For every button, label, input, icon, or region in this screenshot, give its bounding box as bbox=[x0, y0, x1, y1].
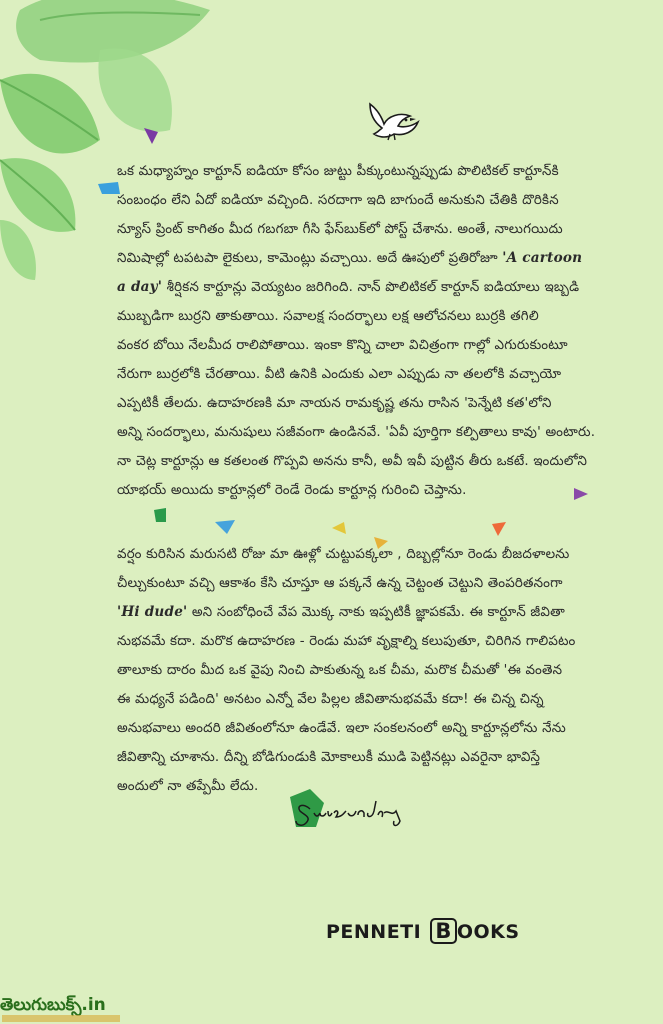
text-line: నా చెట్ల కార్టూన్లు ఆ కతలంత గొప్పవి అనను కానీ, అవీ ఇవీ పుట్టిన తీరు ఒకటే. ఇందులోని bbox=[117, 454, 588, 469]
publisher-name: PENNETI bbox=[326, 921, 429, 943]
text-segment: శీర్షికన కార్టూన్లు వెయ్యటం జరిగింది. నాన్ పొలిటికల్ కార్టూన్ ఐడియాలు ఇబ్బడి bbox=[166, 280, 580, 295]
paragraph-2 bbox=[117, 540, 651, 801]
text-line bbox=[117, 244, 651, 273]
publisher-logo bbox=[326, 918, 520, 944]
english-title-a-day: a day' bbox=[117, 279, 163, 295]
watermark-underline bbox=[2, 1015, 120, 1022]
english-title-a-cartoon: 'A cartoon bbox=[502, 250, 583, 266]
text-line: ముబ్బడిగా బుర్రని తాకుతాయి. సవాలక్ష సందర్భాలు లక్ష ఆలోచనలు బుర్రకి తగిలి bbox=[117, 309, 539, 324]
text-line: ఒక మధ్యాహ్నం కార్టూన్ ఐడియా కోసం జుట్టు పీక్కుంటున్నప్పుడు పొలిటికల్ కార్టూన్‌కి bbox=[117, 164, 559, 179]
text-line: అనుభవాలు అందరి జీవితంలోనూ ఉండేవే. ఇలా సంకలనంలో అన్ని కార్టూన్లలోను నేను bbox=[117, 721, 566, 736]
text-line: నుభవమే కదా. మరొక ఉదాహరణ - రెండు మహా వృక్షాల్ని కలుపుతూ, చిరిగిన గాలిపటం bbox=[117, 634, 576, 649]
text-line: ఎప్పటికీ తేలదు. ఉదాహరణకి మా నాయన రామకృష్ణ తను రాసిన 'పెన్నేటి కత'లోని bbox=[117, 396, 552, 411]
watermark-logo[interactable]: తెలుగుబుక్స్.in bbox=[0, 995, 106, 1015]
text-line: జీవితాన్ని చూశాను. దీన్ని బోడిగుండుకి మోకాలుకీ ముడి పెట్టినట్లు ఎవరైనా భావిస్తే bbox=[117, 750, 541, 765]
english-hi-dude: 'Hi dude' bbox=[117, 604, 188, 620]
publisher-boxed-letter: B bbox=[430, 918, 457, 944]
text-line: ఈ మధ్యనే పడింది' అనటం ఎన్నో వేల పిల్లల జీవితానుభవమే కదా! ఈ చిన్న చిన్న bbox=[117, 692, 544, 707]
publisher-name-rest: OOKS bbox=[456, 921, 520, 943]
green-confetti-icon bbox=[152, 506, 168, 524]
text-line: నేరుగా బుర్రలోకి చేరతాయి. వీటి ఉనికి ఎందుకు ఎలా ఎప్పుడు నా తలలోకి వచ్చాయో bbox=[117, 367, 562, 382]
text-line: సంబంధం లేని ఏదో ఐడియా వచ్చింది. సరదాగా ఇది బాగుందే అనుకుని చేతికి దొరికిన bbox=[117, 193, 559, 208]
yellow-confetti-icon bbox=[330, 520, 348, 536]
text-line bbox=[117, 598, 651, 627]
text-line: అందులో నా తప్పేమీ లేదు. bbox=[117, 779, 259, 794]
text-line: న్యూస్ ప్రింట్ కాగితం మీద గబగబా గీసి ఫేస్‌బుక్‌లో పోస్ట్ చేశాను. అంతే, నాలుగయిదు bbox=[117, 222, 563, 237]
text-line: యాభయ్ అయిదు కార్టూన్లలో రెండే రెండు కార్టూన్ల గురించి చెప్తాను. bbox=[117, 483, 467, 498]
bird-icon bbox=[360, 100, 422, 142]
signature bbox=[284, 787, 424, 835]
paragraph-1 bbox=[117, 157, 651, 505]
text-line: తాలూకు దారం మీద ఒక వైపు నించి పాకుతున్న ఒక చీమ, మరొక చీమతో 'ఈ వంతెన bbox=[117, 663, 563, 678]
text-line: వంకర బోయి నేలమీద రాలిపోతాయి. ఇంకా కొన్ని చాలా విచిత్రంగా గాల్లో ఎగురుకుంటూ bbox=[117, 338, 568, 353]
text-line bbox=[117, 273, 651, 302]
text-line: చీల్చుకుంటూ వచ్చి ఆకాశం కేసి చూస్తూ ఆ పక్కనే ఉన్న చెట్టంత చెట్టుని తెంపరితనంగా bbox=[117, 576, 563, 591]
orange-confetti-icon bbox=[490, 520, 508, 536]
purple-confetti-icon bbox=[140, 126, 160, 146]
text-line: వర్షం కురిసిన మరుసటి రోజు మా ఊళ్లో చుట్టుపక్కలా , దిబ్బల్లోనూ రెండు బీజదళాలను bbox=[117, 547, 570, 562]
text-segment: నిమిషాల్లో టపటపా లైకులు, కామెంట్లు వచ్చాయి. అదే ఊపులో ప్రతిరోజూ bbox=[117, 251, 498, 266]
blue-triangle-icon bbox=[215, 520, 235, 534]
text-segment: అని సంబోధించే వేప మొక్క నాకు ఇప్పటికీ జ్ఞాపకమే. ఈ కార్టూన్ జీవితా bbox=[191, 605, 565, 620]
text-line: అన్ని సందర్భాలు, మనుషులు సజీవంగా ఉండినవే. 'ఏవీ పూర్తిగా కల్పితాలు కావు' అంటారు. bbox=[117, 425, 596, 440]
